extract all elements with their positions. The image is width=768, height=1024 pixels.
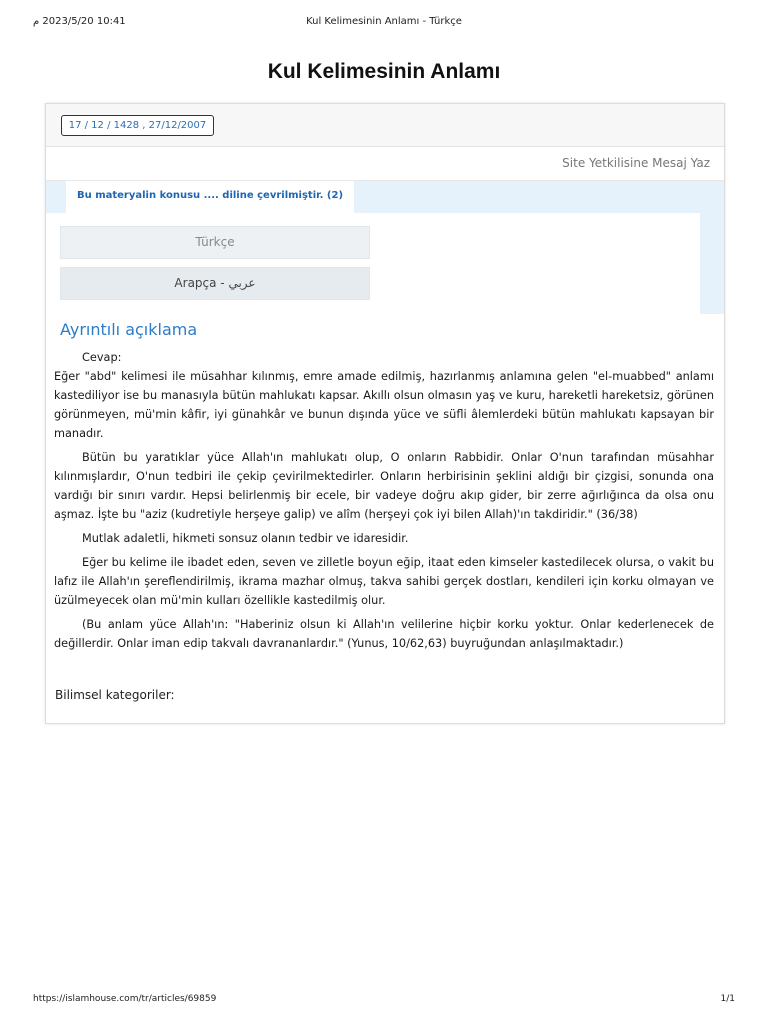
language-button-arabic[interactable]: Arapça - عربي — [60, 267, 370, 300]
article-card — [45, 103, 725, 724]
categories-label: Bilimsel kategoriler: — [55, 688, 175, 702]
page-url: https://islamhouse.com/tr/articles/69859 — [33, 994, 217, 1004]
article-paragraph: Mutlak adaletli, hikmeti sonsuz olanın tedbir ve idaresidir. — [82, 532, 409, 545]
print-footer — [0, 994, 768, 1008]
date-badge: 17 / 12 / 1428 , 27/12/2007 — [61, 115, 214, 136]
page-title: Kul Kelimesinin Anlamı — [267, 60, 501, 83]
message-row — [46, 147, 724, 181]
article-paragraph: Eğer "abd" kelimesi ile müsahhar kılınmış, emre amade edilmiş, hazırlanmış anlamına gelen "el-muabbed" anlamı kastediliyor ise bu manasıyla bütün mahlukatı kapsar. Akıllı olsun olmasın yaş ve kuru, hareketli hareketsiz, görünen görünmeyen, mü'min kâfir, iyi günahkâr ve bunun dışında yüce ve süfli âlemlerdeki bütün mahlukatı kapsayan bir manadır. — [54, 370, 714, 440]
print-header — [0, 16, 768, 30]
language-panel — [46, 181, 724, 314]
message-site-admin-link[interactable]: Site Yetkilisine Mesaj Yaz — [562, 156, 710, 170]
article-paragraph: Cevap: — [82, 351, 122, 364]
section-heading: Ayrıntılı açıklama — [60, 320, 198, 339]
language-button-turkish[interactable]: Türkçe — [60, 226, 370, 259]
card-header — [46, 104, 724, 147]
article-body — [54, 348, 714, 658]
tab-translations[interactable]: Bu materyalin konusu .... diline çevrilmiştir. (2) — [66, 181, 354, 214]
page-number: 1/1 — [720, 994, 735, 1004]
print-doc-title: Kul Kelimesinin Anlamı - Türkçe — [306, 16, 462, 27]
article-paragraph: Bütün bu yaratıklar yüce Allah'ın mahlukatı olup, O onların Rabbidir. Onlar O'nun tarafından müsahhar kılınmışlardır, O'nun tedbiri ile çekip çevirilmektedirler. Onların herbirisinin şeklini aldığı bir çizgisi, sonunda ona vardığı bir sınırı vardır. Hepsi belirlenmiş bir ecele, bir vadeye doğru akıp gider, bir zerre ağırlığınca da olsa onu aşmaz. İşte bu "aziz (kudretiyle herşeye galip) ve alîm (herşeyi çok iyi bilen Allah)'ın takdiridir." (36/38) — [54, 451, 714, 521]
article-paragraph: Eğer bu kelime ile ibadet eden, seven ve zilletle boyun eğip, itaat eden kimseler kastedilecek olursa, o vakit bu lafız ile Allah'ın şereflendirilmiş, ikrama mazhar olmuş, takva sahibi gerçek dostları, kendileri için korku olmayan ve üzülmeyecek olan mü'min kulları özellikle kastedilmiş olur. — [54, 556, 714, 607]
language-list — [46, 213, 700, 314]
article-paragraph: (Bu anlam yüce Allah'ın: "Haberiniz olsun ki Allah'ın velilerine hiçbir korku yoktur. Onlar kederlenecek de değillerdir. Onlar iman edip takvalı davrananlardır." (Yunus, 10/62,63) buyruğundan anlaşılmaktadır.) — [54, 618, 714, 650]
print-datetime: 10:41 2023/5/20 م — [33, 16, 126, 27]
